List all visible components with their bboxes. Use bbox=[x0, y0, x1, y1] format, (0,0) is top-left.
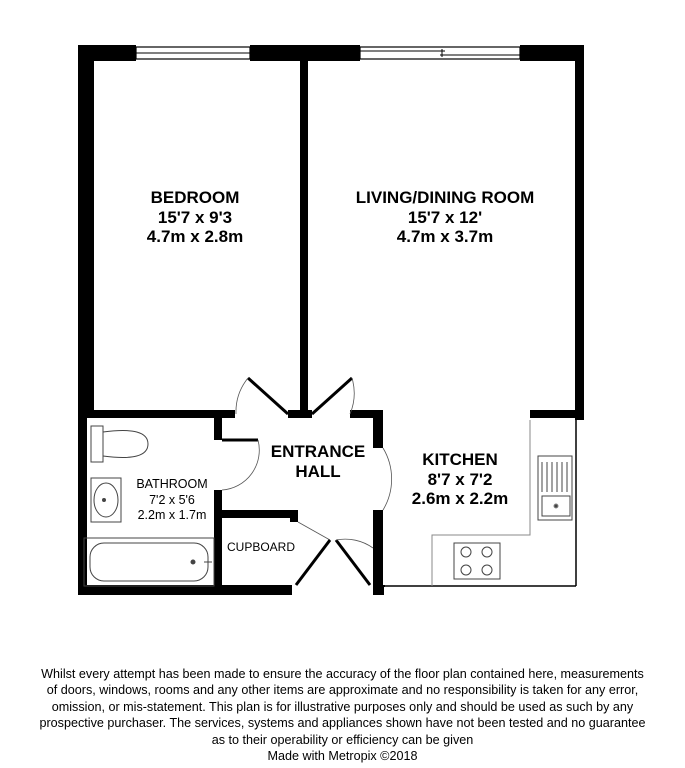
bathroom-imperial: 7'2 x 5'6 bbox=[149, 492, 195, 507]
kitchen-imperial: 8'7 x 7'2 bbox=[427, 469, 493, 489]
entrance-hall-line1: ENTRANCE bbox=[270, 442, 366, 461]
disclaimer-line-5: as to their operability or efficiency can be given bbox=[211, 732, 474, 747]
kitchen-metric: 2.6m x 2.2m bbox=[411, 489, 509, 509]
kitchen-name: KITCHEN bbox=[422, 450, 498, 469]
bedroom-metric: 4.7m x 2.8m bbox=[146, 227, 244, 247]
bathroom-label bbox=[124, 477, 220, 524]
right-wall bbox=[575, 45, 584, 420]
basin-icon bbox=[91, 478, 121, 522]
cupboard-top-wall bbox=[222, 510, 298, 518]
living-window bbox=[360, 47, 520, 59]
cupboard-label bbox=[222, 541, 300, 555]
bath-icon bbox=[84, 538, 214, 586]
top-wall-mid bbox=[250, 45, 360, 61]
kitchen-sink-icon bbox=[538, 456, 572, 520]
disclaimer-line-1: Whilst every attempt has been made to ensure the accuracy of the floor plan contained here, measurements bbox=[41, 667, 644, 681]
disclaimer-line-3: omission, or mis-statement. This plan is for illustrative purposes only and should be used as such by any bbox=[51, 699, 634, 714]
entrance-hall-line2: HALL bbox=[295, 461, 341, 481]
living-room-metric: 4.7m x 3.7m bbox=[396, 227, 494, 247]
living-room-imperial: 15'7 x 12' bbox=[407, 207, 483, 227]
living-bottom-wall-right bbox=[530, 410, 584, 418]
cupboard-name: CUPBOARD bbox=[226, 540, 295, 554]
bathroom-metric: 2.2m x 1.7m bbox=[137, 508, 207, 522]
bedroom-bottom-wall-right bbox=[288, 410, 312, 418]
bottom-wall-mid bbox=[220, 585, 292, 595]
bedroom-imperial: 15'7 x 9'3 bbox=[157, 207, 233, 227]
metropix-credit: Made with Metropix ©2018 bbox=[267, 749, 418, 764]
entrance-hall-label bbox=[248, 442, 388, 481]
partition-bedroom-living bbox=[300, 61, 308, 415]
disclaimer bbox=[0, 666, 685, 764]
hob-icon bbox=[454, 543, 500, 579]
left-wall-upper bbox=[78, 45, 94, 415]
left-wall-lower bbox=[78, 413, 87, 595]
top-wall-right bbox=[520, 45, 584, 61]
disclaimer-line-4: prospective purchaser. The services, systems and appliances shown have not been tested and no guarantee bbox=[39, 716, 646, 731]
living-room-label bbox=[320, 188, 570, 247]
hall-kitchen-wall-bottom bbox=[373, 510, 383, 595]
bedroom-bottom-wall-left bbox=[87, 410, 235, 418]
bathroom-hall-wall-top bbox=[214, 418, 222, 440]
living-room-name: LIVING/DINING ROOM bbox=[355, 188, 535, 207]
toilet-icon bbox=[91, 426, 148, 462]
cupboard-right-wall bbox=[290, 510, 298, 522]
disclaimer-line-2: of doors, windows, rooms and any other items are approximate and no responsibility is taken for any error, bbox=[46, 683, 639, 698]
bedroom-label bbox=[110, 188, 280, 247]
bathroom-name: BATHROOM bbox=[136, 477, 208, 491]
kitchen-label bbox=[390, 450, 530, 509]
bedroom-name: BEDROOM bbox=[150, 188, 240, 207]
